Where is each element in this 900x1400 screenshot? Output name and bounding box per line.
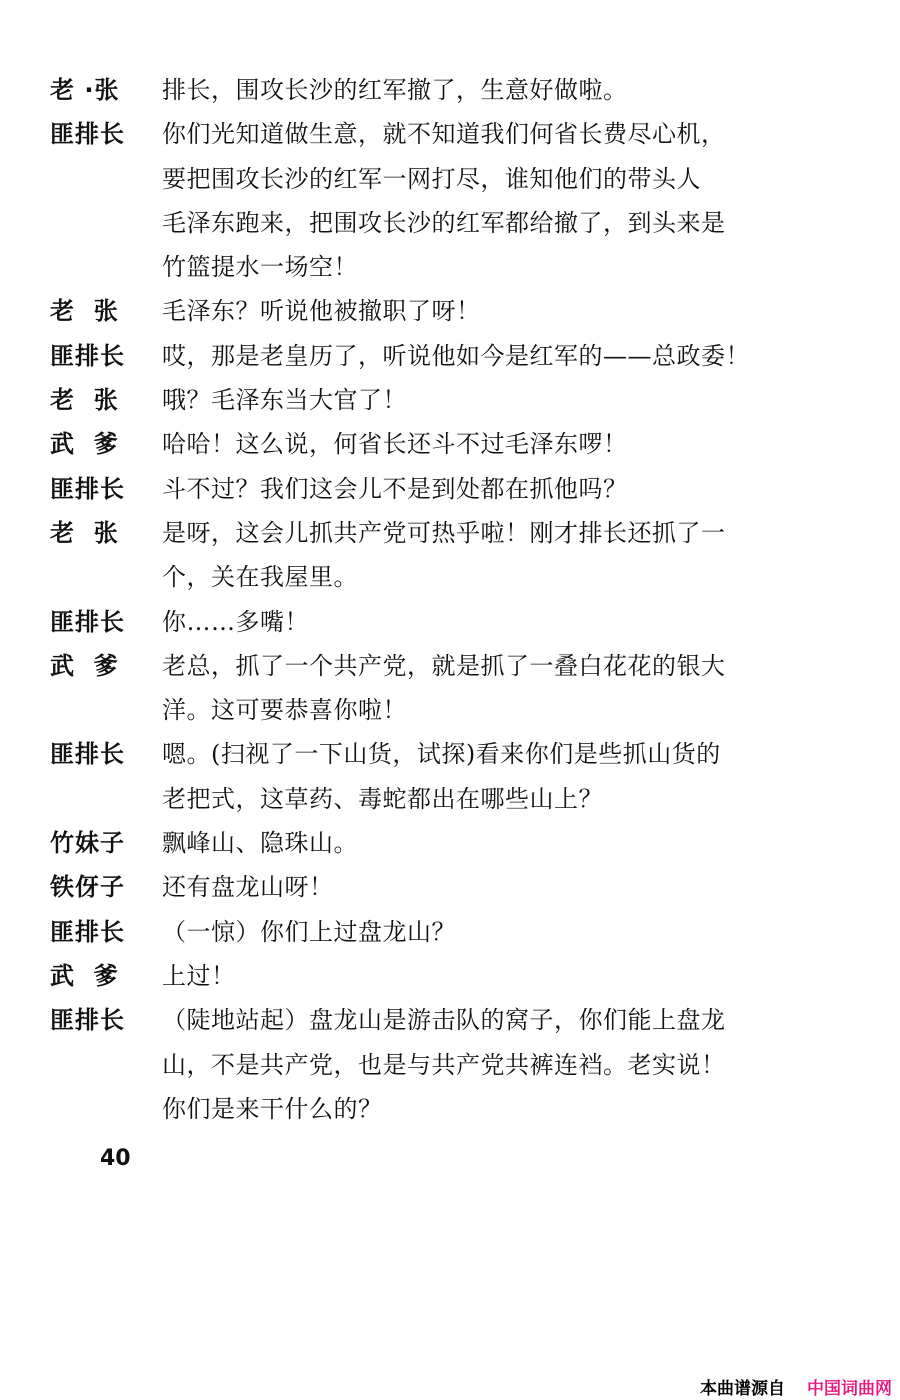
dialogue-lines xyxy=(162,289,810,333)
watermark xyxy=(700,1374,892,1399)
dialogue-entry xyxy=(50,732,810,821)
dialogue-line: 哈哈！这么说，何省长还斗不过毛泽东啰！ xyxy=(162,430,628,459)
dialogue-entry xyxy=(50,600,810,644)
speaker-name: 匪排长 xyxy=(50,474,125,503)
dialogue-entry xyxy=(50,467,810,511)
dialogue-line: 斗不过？我们这会儿不是到处都在抓他吗？ xyxy=(162,474,628,503)
dialogue-entry xyxy=(50,954,810,998)
dialogue-line: 还有盘龙山呀！ xyxy=(162,873,334,902)
dialogue-line: 山，不是共产党，也是与共产党共裤连裆。老实说！ xyxy=(162,1050,726,1079)
speaker-name: 匪排长 xyxy=(50,341,125,370)
dialogue-entry xyxy=(50,865,810,909)
dialogue-lines xyxy=(162,644,810,733)
dialogue-entry xyxy=(50,378,810,422)
dialogue-line: 飘峰山、隐珠山。 xyxy=(162,829,358,858)
dialogue-line: 哎，那是老皇历了，听说他如今是红军的——总政委！ xyxy=(162,341,750,370)
speaker-name: 铁伢子 xyxy=(50,873,125,902)
dialogue-line: 排长，围攻长沙的红军撤了，生意好做啦。 xyxy=(162,76,628,104)
dialogue-lines xyxy=(162,467,810,511)
dialogue-entry xyxy=(50,998,810,1131)
dialogue-line: 哦？毛泽东当大官了！ xyxy=(162,386,407,415)
dialogue-line: 个，关在我屋里。 xyxy=(162,563,358,592)
dialogue-line: 是呀，这会儿抓共产党可热乎啦！刚才排长还抓了一 xyxy=(162,518,726,547)
speaker-name: 匪排长 xyxy=(50,1006,125,1035)
dialogue-lines xyxy=(162,422,810,466)
speaker-name: 老 ·张 xyxy=(50,76,120,104)
dialogue-line: （一惊）你们上过盘龙山？ xyxy=(162,917,456,946)
dialogue-line: 老把式，这草药、毒蛇都出在哪些山上？ xyxy=(162,784,603,813)
dialogue-lines xyxy=(162,378,810,422)
speaker-name: 匪排长 xyxy=(50,607,125,636)
dialogue-line: （陡地站起）盘龙山是游击队的窝子，你们能上盘龙 xyxy=(162,1006,726,1035)
dialogue-line: 嗯。(扫视了一下山货，试探)看来你们是些抓山货的 xyxy=(162,740,721,769)
dialogue-lines xyxy=(162,600,810,644)
dialogue-line: 洋。这可要恭喜你啦！ xyxy=(162,696,407,725)
dialogue-lines xyxy=(162,732,810,821)
dialogue-lines xyxy=(162,334,810,378)
dialogue-entry xyxy=(50,644,810,733)
watermark-site: 中国词曲网 xyxy=(807,1379,892,1399)
dialogue-entry xyxy=(50,422,810,466)
dialogue-lines xyxy=(162,865,810,909)
dialogue-entry xyxy=(50,334,810,378)
dialogue-line: 你们是来干什么的？ xyxy=(162,1094,383,1123)
speaker-name: 武 爹 xyxy=(50,430,119,459)
dialogue-entry xyxy=(50,112,810,289)
dialogue-line: 你们光知道做生意，就不知道我们何省长费尽心机， xyxy=(162,120,726,149)
dialogue-lines xyxy=(162,511,810,600)
speaker-name: 老 张 xyxy=(50,297,119,326)
dialogue-entry xyxy=(50,68,810,112)
dialogue-entry xyxy=(50,821,810,865)
dialogue-line: 要把围攻长沙的红军一网打尽，谁知他们的带头人 xyxy=(162,164,701,193)
dialogue-lines xyxy=(162,910,810,954)
dialogue-entry xyxy=(50,289,810,333)
dialogue-lines xyxy=(162,821,810,865)
speaker-name: 老 张 xyxy=(50,518,119,547)
dialogue-line: 你……多嘴！ xyxy=(162,607,309,636)
speaker-name: 武 爹 xyxy=(50,651,119,680)
page-number: 40 xyxy=(100,1146,131,1171)
speaker-name: 匪排长 xyxy=(50,120,125,149)
dialogue-lines xyxy=(162,112,810,289)
speaker-name: 匪排长 xyxy=(50,917,125,946)
dialogue-line: 老总，抓了一个共产党，就是抓了一叠白花花的银大 xyxy=(162,651,726,680)
dialogue-line: 毛泽东？听说他被撤职了呀！ xyxy=(162,297,481,326)
dialogue-entry xyxy=(50,511,810,600)
dialogue-line: 上过！ xyxy=(162,961,236,990)
dialogue-line: 毛泽东跑来，把围攻长沙的红军都给撤了，到头来是 xyxy=(162,208,726,237)
dialogue-line: 竹篮提水一场空！ xyxy=(162,253,358,282)
watermark-prefix: 本曲谱源自 xyxy=(700,1379,785,1399)
speaker-name: 武 爹 xyxy=(50,961,119,990)
speaker-name: 竹妹子 xyxy=(50,829,125,858)
dialogue-entry xyxy=(50,910,810,954)
dialogue-lines xyxy=(162,998,810,1131)
dialogue-lines xyxy=(162,954,810,998)
script-text xyxy=(50,68,810,1131)
speaker-name: 匪排长 xyxy=(50,740,125,769)
speaker-name: 老 张 xyxy=(50,386,119,415)
dialogue-lines xyxy=(162,68,810,112)
